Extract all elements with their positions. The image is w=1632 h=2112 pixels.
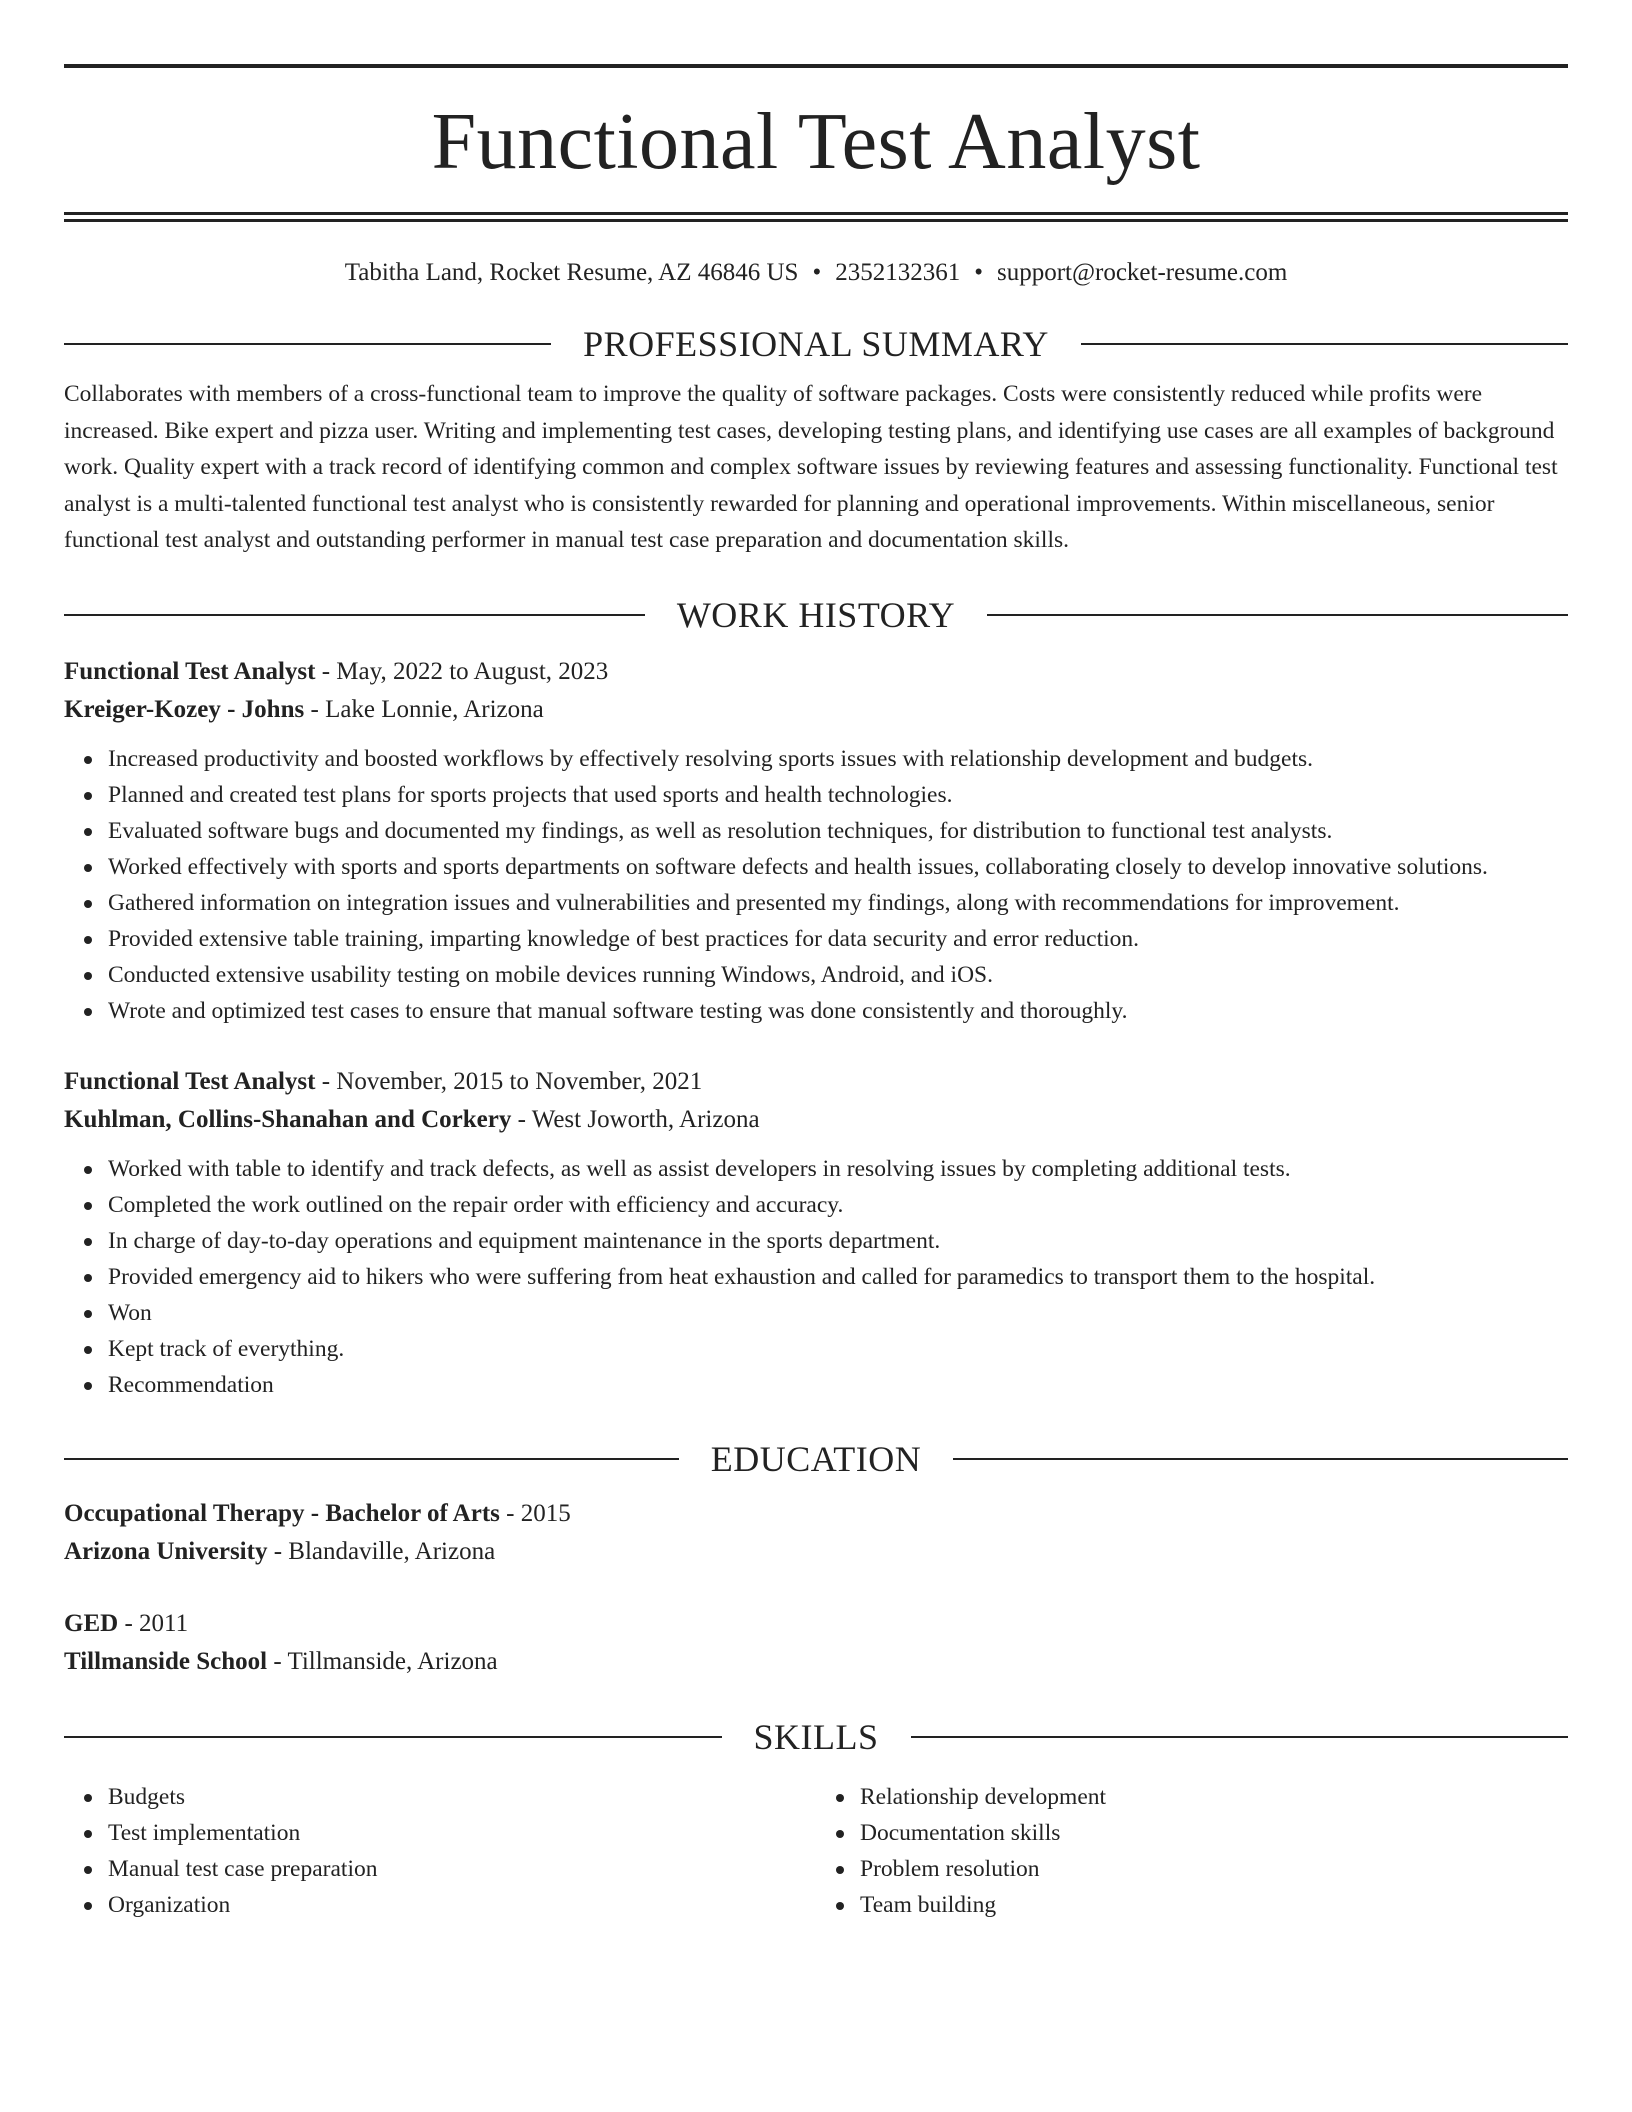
summary-text: Collaborates with members of a cross-functional team to improve the quality of software packages. Costs were consistently reduced while profits were increased. Bike expert and pizza user. Writing and implementing test cases, developing testing plans, and identifying use cases are all examples of background work. Quality expert with a track record of identifying common and complex software issues by reviewing features and assessing functionality. Functional test analyst is a multi-talented functional test analyst who is consistently rewarded for planning and operational improvements. Within miscellaneous, senior functional test analyst and outstanding performer in manual test case preparation and documentation skills. (64, 381, 1558, 553)
education-school-line (64, 1533, 1568, 1571)
job-bullet: Evaluated software bugs and documented my findings, as well as resolution techniques, for distribution to functional test analysts. (108, 813, 1568, 849)
job-entry (64, 653, 1568, 1029)
education-entry (64, 1605, 1568, 1681)
heading-rule-left (64, 1458, 679, 1460)
job-company: Kreiger-Kozey - Johns (64, 695, 305, 723)
skill-item: Budgets (108, 1779, 816, 1815)
job-bullets (64, 1151, 1568, 1403)
skills-right-list (816, 1779, 1568, 1923)
dash-separator: - (267, 1647, 288, 1675)
skills-title: SKILLS (753, 1716, 879, 1757)
job-bullet: Recommendation (108, 1367, 1568, 1403)
education-school-line (64, 1643, 1568, 1681)
heading-rule-right (1081, 343, 1568, 345)
heading-rule-left (64, 1736, 722, 1738)
skill-item: Team building (860, 1887, 1568, 1923)
contact-separator: • (812, 259, 822, 286)
job-bullet: Won (108, 1295, 1568, 1331)
skill-item: Test implementation (108, 1815, 816, 1851)
job-role-line (64, 1063, 1568, 1101)
education-degree-line (64, 1495, 1568, 1533)
education-degree-line (64, 1605, 1568, 1643)
job-bullet: Conducted extensive usability testing on mobile devices running Windows, Android, and iOS. (108, 957, 1568, 993)
job-bullet: Worked effectively with sports and sports departments on software defects and health issues, collaborating closely to develop innovative solutions. (108, 849, 1568, 885)
job-dates: May, 2022 to August, 2023 (336, 657, 609, 685)
job-company-line (64, 1101, 1568, 1139)
dash-separator: - (315, 1067, 337, 1095)
dash-separator: - (267, 1537, 289, 1565)
heading-rule-right (911, 1736, 1569, 1738)
skill-item: Relationship development (860, 1779, 1568, 1815)
education-location: Tillmanside, Arizona (287, 1647, 498, 1675)
heading-rule-left (64, 614, 645, 616)
dash-separator: - (499, 1499, 521, 1527)
dash-separator: - (511, 1105, 532, 1133)
education-entry (64, 1495, 1568, 1571)
job-bullet: Kept track of everything. (108, 1331, 1568, 1367)
education-location: Blandaville, Arizona (288, 1537, 496, 1565)
job-bullet: Worked with table to identify and track defects, as well as assist developers in resolving issues by completing additional tests. (108, 1151, 1568, 1187)
job-bullet: Provided extensive table training, imparting knowledge of best practices for data security and error reduction. (108, 921, 1568, 957)
work-history-title: WORK HISTORY (676, 594, 956, 635)
skills-left-list (64, 1779, 816, 1923)
skills-heading (64, 1716, 1568, 1757)
job-role: Functional Test Analyst (64, 1067, 316, 1095)
job-role-line (64, 653, 1568, 691)
job-bullet: Planned and created test plans for sports projects that used sports and health technologies. (108, 777, 1568, 813)
contact-line (64, 258, 1568, 288)
dash-separator: - (304, 695, 326, 723)
work-history-heading (64, 594, 1568, 635)
contact-email: support@rocket-resume.com (996, 259, 1288, 286)
job-bullet: Wrote and optimized test cases to ensure that manual software testing was done consistently and thoroughly. (108, 993, 1568, 1029)
education-school: Tillmanside School (64, 1647, 268, 1675)
heading-rule-right (953, 1458, 1568, 1460)
job-role: Functional Test Analyst (64, 657, 316, 685)
job-bullet: Increased productivity and boosted workflows by effectively resolving sports issues with relationship development and budgets. (108, 741, 1568, 777)
skill-item: Organization (108, 1887, 816, 1923)
job-bullet: Provided emergency aid to hikers who were suffering from heat exhaustion and called for paramedics to transport them to the hospital. (108, 1259, 1568, 1295)
job-entry (64, 1063, 1568, 1403)
skills-columns (64, 1769, 1568, 1923)
summary-title: PROFESSIONAL SUMMARY (583, 324, 1049, 364)
job-location: West Joworth, Arizona (531, 1105, 760, 1133)
job-company: Kuhlman, Collins-Shanahan and Corkery (64, 1105, 512, 1133)
education-school: Arizona University (64, 1537, 268, 1565)
dash-separator: - (315, 657, 337, 685)
skill-item: Manual test case preparation (108, 1851, 816, 1887)
job-location: Lake Lonnie, Arizona (325, 695, 544, 723)
contact-phone: 2352132361 (835, 259, 961, 286)
heading-rule-right (987, 614, 1568, 616)
education-year: 2011 (139, 1609, 189, 1637)
skill-item: Documentation skills (860, 1815, 1568, 1851)
skill-item: Problem resolution (860, 1851, 1568, 1887)
education-degree: Occupational Therapy - Bachelor of Arts (64, 1499, 500, 1527)
contact-separator: • (974, 259, 983, 286)
job-company-line (64, 691, 1568, 729)
title-double-rule (64, 212, 1568, 222)
job-bullets (64, 741, 1568, 1029)
heading-rule-left (64, 343, 551, 345)
education-year: 2015 (520, 1499, 571, 1527)
contact-address: Tabitha Land, Rocket Resume, AZ 46846 US (344, 259, 799, 286)
resume-title: Functional Test Analyst (431, 98, 1201, 186)
education-title: EDUCATION (710, 1438, 922, 1479)
job-bullet: Gathered information on integration issues and vulnerabilities and presented my findings, along with recommendations for improvement. (108, 885, 1568, 921)
job-bullet: Completed the work outlined on the repair order with efficiency and accuracy. (108, 1187, 1568, 1223)
job-dates: November, 2015 to November, 2021 (336, 1067, 703, 1095)
dash-separator: - (118, 1609, 140, 1637)
job-bullet: In charge of day-to-day operations and equipment maintenance in the sports department. (108, 1223, 1568, 1259)
education-heading (64, 1438, 1568, 1479)
summary-heading (64, 326, 1568, 362)
education-degree: GED (64, 1609, 119, 1637)
